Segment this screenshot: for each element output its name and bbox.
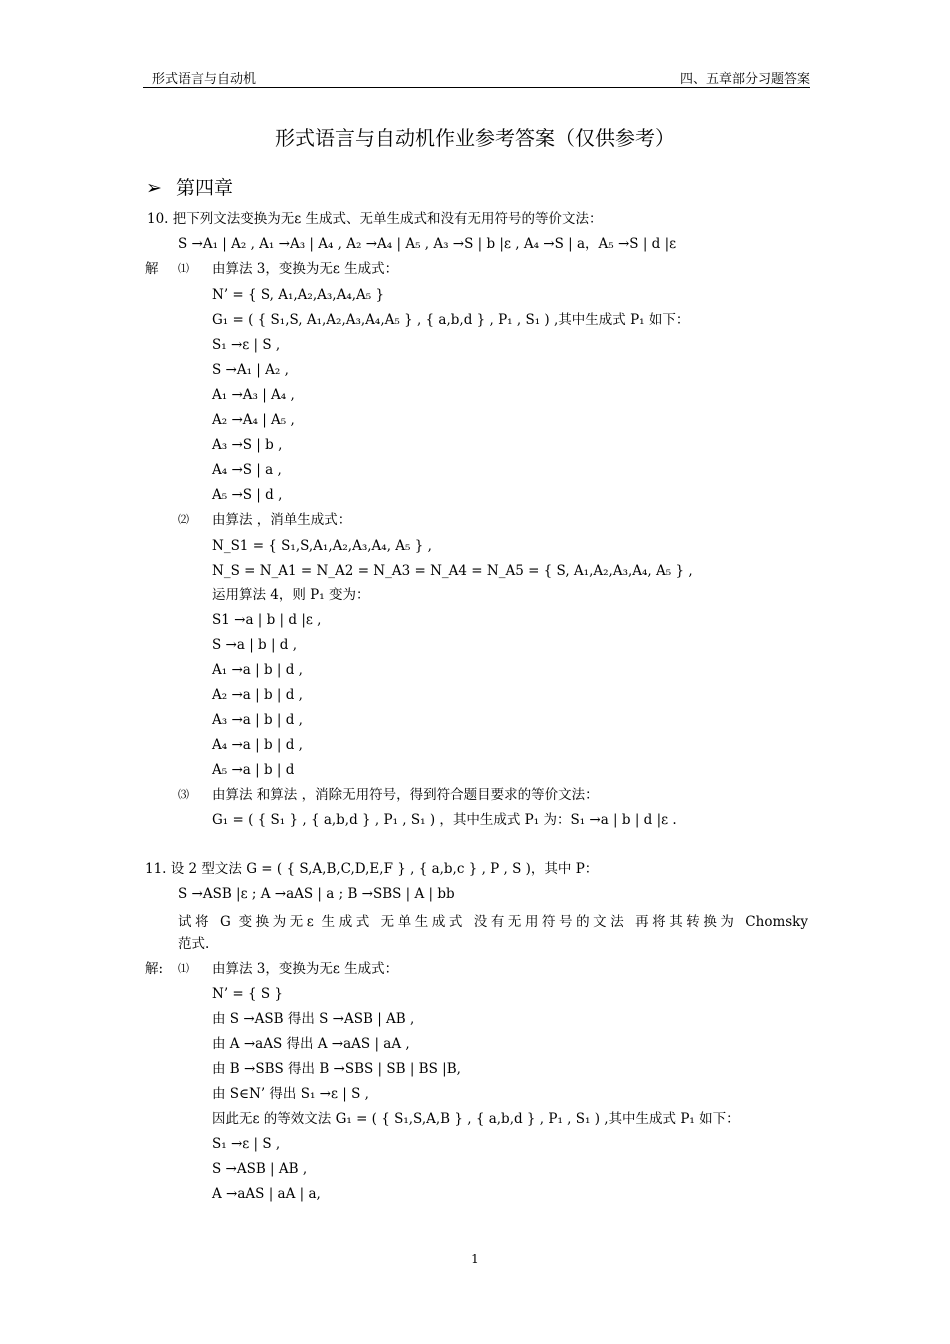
chapter-label: 第四章 (176, 177, 234, 199)
chapter-heading (146, 173, 233, 200)
page-number: 1 (471, 1252, 479, 1266)
text-line: S →A₁ | A₂ , A₁ →A₃ | A₄ , A₂ →A₄ | A₅ , A₃ →S | b |ε , A₄ →S | a，A₅ →S | d |ε (178, 236, 677, 252)
text-line: A₁ →A₃ | A₄ , (212, 387, 295, 403)
text-line: A₂ →a | b | d , (212, 687, 303, 703)
text-line: 由算法 ，消单生成式： (212, 512, 352, 528)
text-line: 由算法 3，变换为无ε 生成式： (212, 961, 399, 977)
item-marker: ⑴ (178, 262, 189, 275)
text-line: N’ = { S } (212, 986, 284, 1002)
text-line: S₁ →ε | S , (212, 337, 281, 353)
text-line: S →ASB | AB , (212, 1161, 308, 1177)
text-line: A₄ →S | a , (212, 462, 282, 478)
text-line: S →A₁ | A₂ , (212, 362, 289, 378)
item-marker: ⑶ (178, 788, 189, 801)
text-line: A₁ →a | b | d , (212, 662, 303, 678)
text-line: 解 (145, 261, 159, 277)
header-divider (143, 87, 810, 88)
text-line: S →ASB |ε ; A →aAS | a ; B →SBS | A | bb (178, 886, 455, 902)
text-line: 解: (145, 961, 164, 977)
text-line: A₄ →a | b | d , (212, 737, 303, 753)
page-title: 形式语言与自动机作业参考答案（仅供参考） (275, 126, 675, 150)
header-right: 四、五章部分习题答案 (679, 72, 810, 87)
text-line: 10. 把下列文法变换为无ε 生成式、无单生成式和没有无用符号的等价文法： (147, 211, 603, 227)
text-line: N’ = { S, A₁,A₂,A₃,A₄,A₅ } (212, 287, 385, 303)
text-line: 由算法 和算法 ，消除无用符号，得到符合题目要求的等价文法： (212, 787, 599, 803)
text-line: 因此无ε 的等效文法 G₁ = ( { S₁,S,A,B } , { a,b,d } , P₁ , S₁ ) ,其中生成式 P₁ 如下： (212, 1111, 740, 1127)
text-line: 由 S →ASB 得出 S →ASB | AB , (212, 1011, 415, 1027)
text-line: S1 →a | b | d |ε , (212, 612, 322, 628)
text-line: 由 A →aAS 得出 A →aAS | aA , (212, 1036, 410, 1052)
text-line: 11. 设 2 型文法 G = ( { S,A,B,C,D,E,F } , { a,b,c } , P , S )，其中 P： (145, 861, 599, 877)
text-line: G₁ = ( { S₁ } , { a,b,d } , P₁ , S₁ ) ，其中生成式 P₁ 为：S₁ →a | b | d |ε . (212, 812, 677, 828)
text-line: S₁ →ε | S , (212, 1136, 281, 1152)
text-line: A₅ →a | b | d (212, 762, 295, 778)
text-line: G₁ = ( { S₁,S, A₁,A₂,A₃,A₄,A₅ } , { a,b,d } , P₁ , S₁ ) ,其中生成式 P₁ 如下： (212, 312, 690, 328)
text-line: 由算法 3，变换为无ε 生成式： (212, 261, 399, 277)
text-line: A₂ →A₄ | A₅ , (212, 412, 295, 428)
arrow-bullet-icon: ➢ (146, 177, 162, 199)
text-line: A →aAS | aA | a, (212, 1186, 321, 1202)
item-marker: ⑵ (178, 513, 189, 526)
text-line: A₃ →a | b | d , (212, 712, 303, 728)
text-line: A₅ →S | d , (212, 487, 283, 503)
header-left: 形式语言与自动机 (152, 72, 257, 87)
text-line: 由 B →SBS 得出 B →SBS | SB | BS |B, (212, 1061, 461, 1077)
item-marker: ⑴ (178, 962, 189, 975)
justified-line: 试将 G 变换为无ε 生成式 无单生成式 没有无用符号的文法 再将其转换为 Chomsky (178, 914, 808, 930)
text-line: 范式. (178, 936, 210, 952)
text-line: A₃ →S | b , (212, 437, 283, 453)
text-line: 运用算法 4，则 P₁ 变为： (212, 587, 370, 603)
text-line: N_S1 = { S₁,S,A₁,A₂,A₃,A₄, A₅ } , (212, 538, 432, 554)
text-line: 由 S∈N’ 得出 S₁ →ε | S , (212, 1086, 369, 1102)
text-line: N_S = N_A1 = N_A2 = N_A3 = N_A4 = N_A5 = { S, A₁,A₂,A₃,A₄, A₅ } , (212, 563, 693, 579)
text-line: S →a | b | d , (212, 637, 298, 653)
